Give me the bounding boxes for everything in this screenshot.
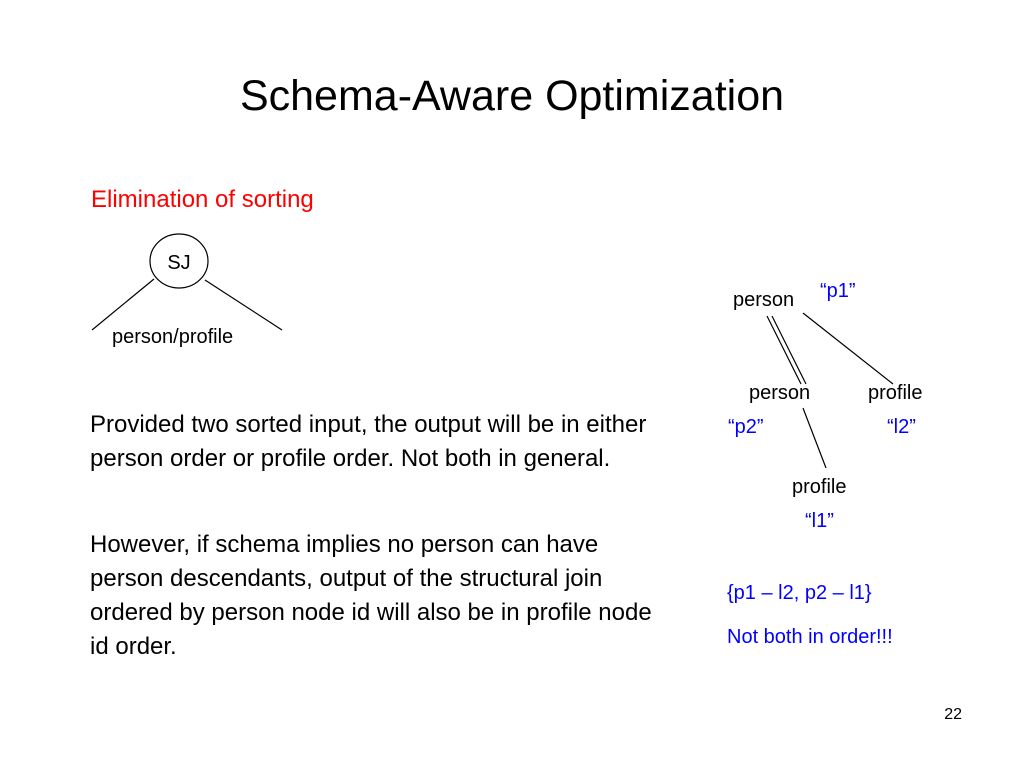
root-person-label: person [733, 289, 795, 311]
ancestor-edge-2 [772, 316, 806, 384]
edge-root-profile [803, 313, 893, 384]
sj-edge-right [205, 280, 282, 330]
child-profile-label: profile [868, 382, 923, 404]
sj-node-label: SJ [167, 252, 191, 274]
instance-tree [728, 280, 922, 532]
page-number: 22 [944, 706, 962, 723]
conclusion-text: Not both in order!!! [727, 626, 893, 648]
grandchild-profile-id: “l1” [805, 510, 834, 532]
sj-edge-left [92, 279, 154, 330]
child-profile-id: “l2” [887, 416, 916, 438]
edge-person-profile [803, 408, 826, 468]
subtitle: Elimination of sorting [91, 186, 314, 213]
body-paragraph-1: Provided two sorted input, the output will be in either person order or profile order. Not both in general. [90, 411, 647, 472]
ancestor-edge-1 [767, 316, 801, 384]
sj-diagram [92, 234, 282, 348]
sj-edge-label: person/profile [112, 326, 234, 348]
join-pairs: {p1 – l2, p2 – l1} [727, 582, 872, 604]
child-person-label: person [749, 382, 811, 404]
slide-title: Schema-Aware Optimization [239, 72, 785, 120]
root-person-id: “p1” [820, 280, 856, 302]
grandchild-profile-label: profile [792, 476, 847, 498]
child-person-id: “p2” [728, 416, 764, 438]
body-paragraph-2: However, if schema implies no person can have person descendants, output of the structural join ordered by person node id will also be in profile node id order. [90, 531, 652, 660]
